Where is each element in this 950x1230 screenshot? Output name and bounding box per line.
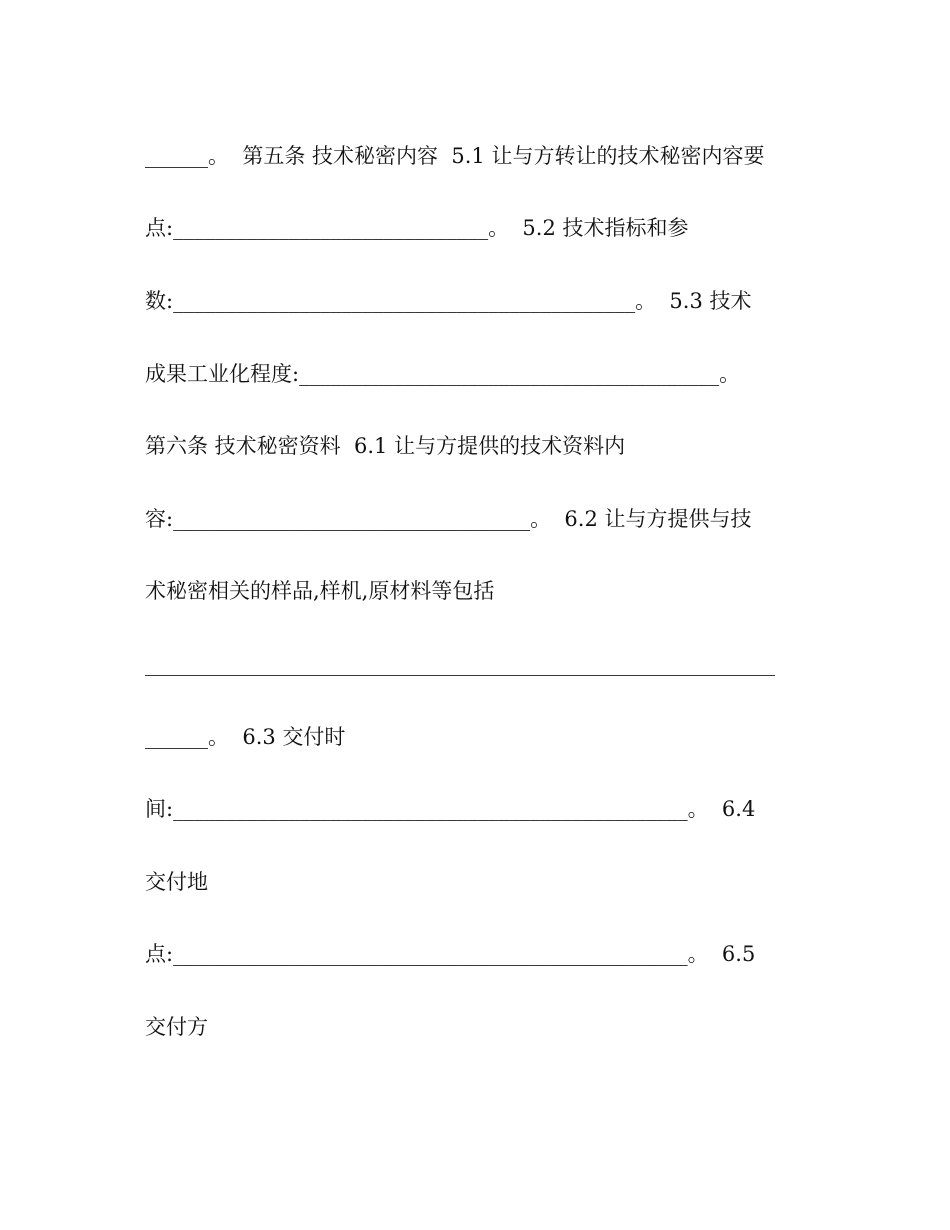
text-line: 间:_________________________________________________。 6.4: [145, 797, 756, 821]
text-line: 第六条 技术秘密资料 6.1 让与方提供的技术资料内: [145, 434, 626, 458]
text-line: 容:__________________________________。 6.2 让与方提供与技: [145, 507, 752, 531]
blank-line: ____________________________________________________________: [145, 652, 775, 676]
text-line: 成果工业化程度:________________________________________。: [145, 362, 741, 386]
text-line: 交付地: [145, 870, 208, 894]
text-line: 交付方: [145, 1015, 208, 1039]
text-line: 术秘密相关的样品,样机,原材料等包括: [145, 579, 495, 603]
text-line: ______。 第五条 技术秘密内容 5.1 让与方转让的技术秘密内容要: [145, 144, 765, 168]
text-line: ______。 6.3 交付时: [145, 725, 346, 749]
text-line: 点:______________________________。 5.2 技术指标和参: [145, 216, 689, 240]
text-line: 数:____________________________________________。 5.3 技术: [145, 289, 752, 313]
text-line: 点:_________________________________________________。 6.5: [145, 942, 756, 966]
